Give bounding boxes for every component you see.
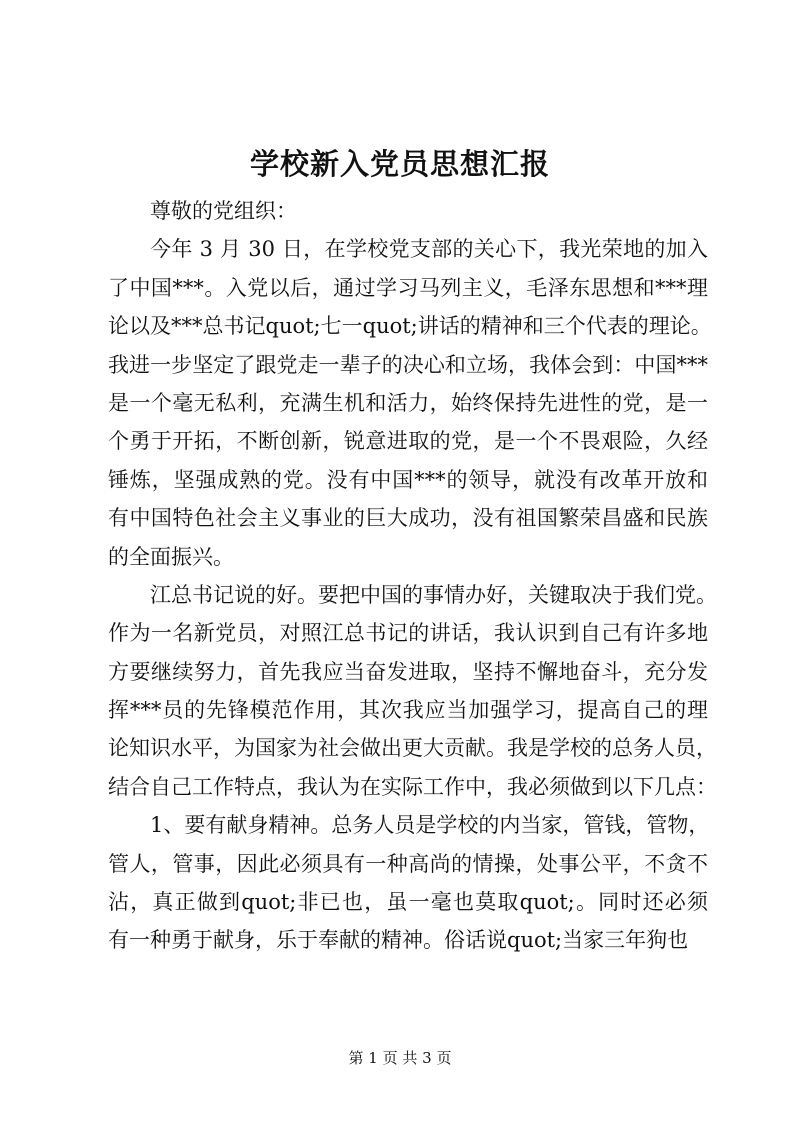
body-line: 论以及***总书记quot;七一quot;讲话的精神和三个代表的理论。 [108, 314, 712, 339]
body-line: 沾，真正做到quot;非已也，虽一毫也莫取quot;。同时还必须 [108, 890, 708, 915]
body-line: 今年 3 月 30 日，在学校党支部的关心下，我光荣地的加入 [150, 237, 708, 262]
body-line: 尊敬的党组织： [150, 199, 297, 223]
body-line: 锤炼，坚强成熟的党。没有中国***的领导，就没有改革开放和 [108, 467, 708, 492]
body-line: 挥***员的先锋模范作用，其次我应当加强学习，提高自己的理 [108, 698, 708, 723]
body-line: 有一种勇于献身，乐于奉献的精神。俗话说quot;当家三年狗也 [108, 928, 689, 953]
page-number-footer: 第 1 页 共 3 页 [348, 1049, 452, 1067]
body-line: 方要继续努力，首先我应当奋发进取，坚持不懈地奋斗，充分发 [108, 659, 708, 684]
body-line: 个勇于开拓，不断创新，锐意进取的党，是一个不畏艰险，久经 [108, 429, 708, 454]
document-title: 学校新入党员思想汇报 [249, 147, 550, 181]
body-line: 作为一名新党员，对照江总书记的讲话，我认识到自己有许多地 [108, 621, 708, 646]
body-line: 有中国特色社会主义事业的巨大成功，没有祖国繁荣昌盛和民族 [108, 506, 708, 531]
body-line: 是一个毫无私利，充满生机和活力，始终保持先进性的党，是一 [108, 390, 708, 415]
body-line: 江总书记说的好。要把中国的事情办好，关键取决于我们党。 [150, 582, 717, 607]
body-line: 1、要有献身精神。总务人员是学校的内当家，管钱，管物， [150, 813, 710, 838]
document-body [108, 192, 717, 960]
body-line: 的全面振兴。 [108, 544, 234, 569]
body-line: 我进一步坚定了跟党走一辈子的决心和立场，我体会到：中国*** [108, 352, 708, 377]
body-line: 论知识水平，为国家为社会做出更大贡献。我是学校的总务人员， [108, 736, 717, 761]
body-line: 管人，管事，因此必须具有一种高尚的情操，处事公平，不贪不 [108, 851, 708, 876]
body-line: 了中国***。入党以后，通过学习马列主义，毛泽东思想和***理 [108, 275, 708, 300]
body-line: 结合自己工作特点，我认为在实际工作中，我必须做到以下几点： [108, 774, 717, 799]
